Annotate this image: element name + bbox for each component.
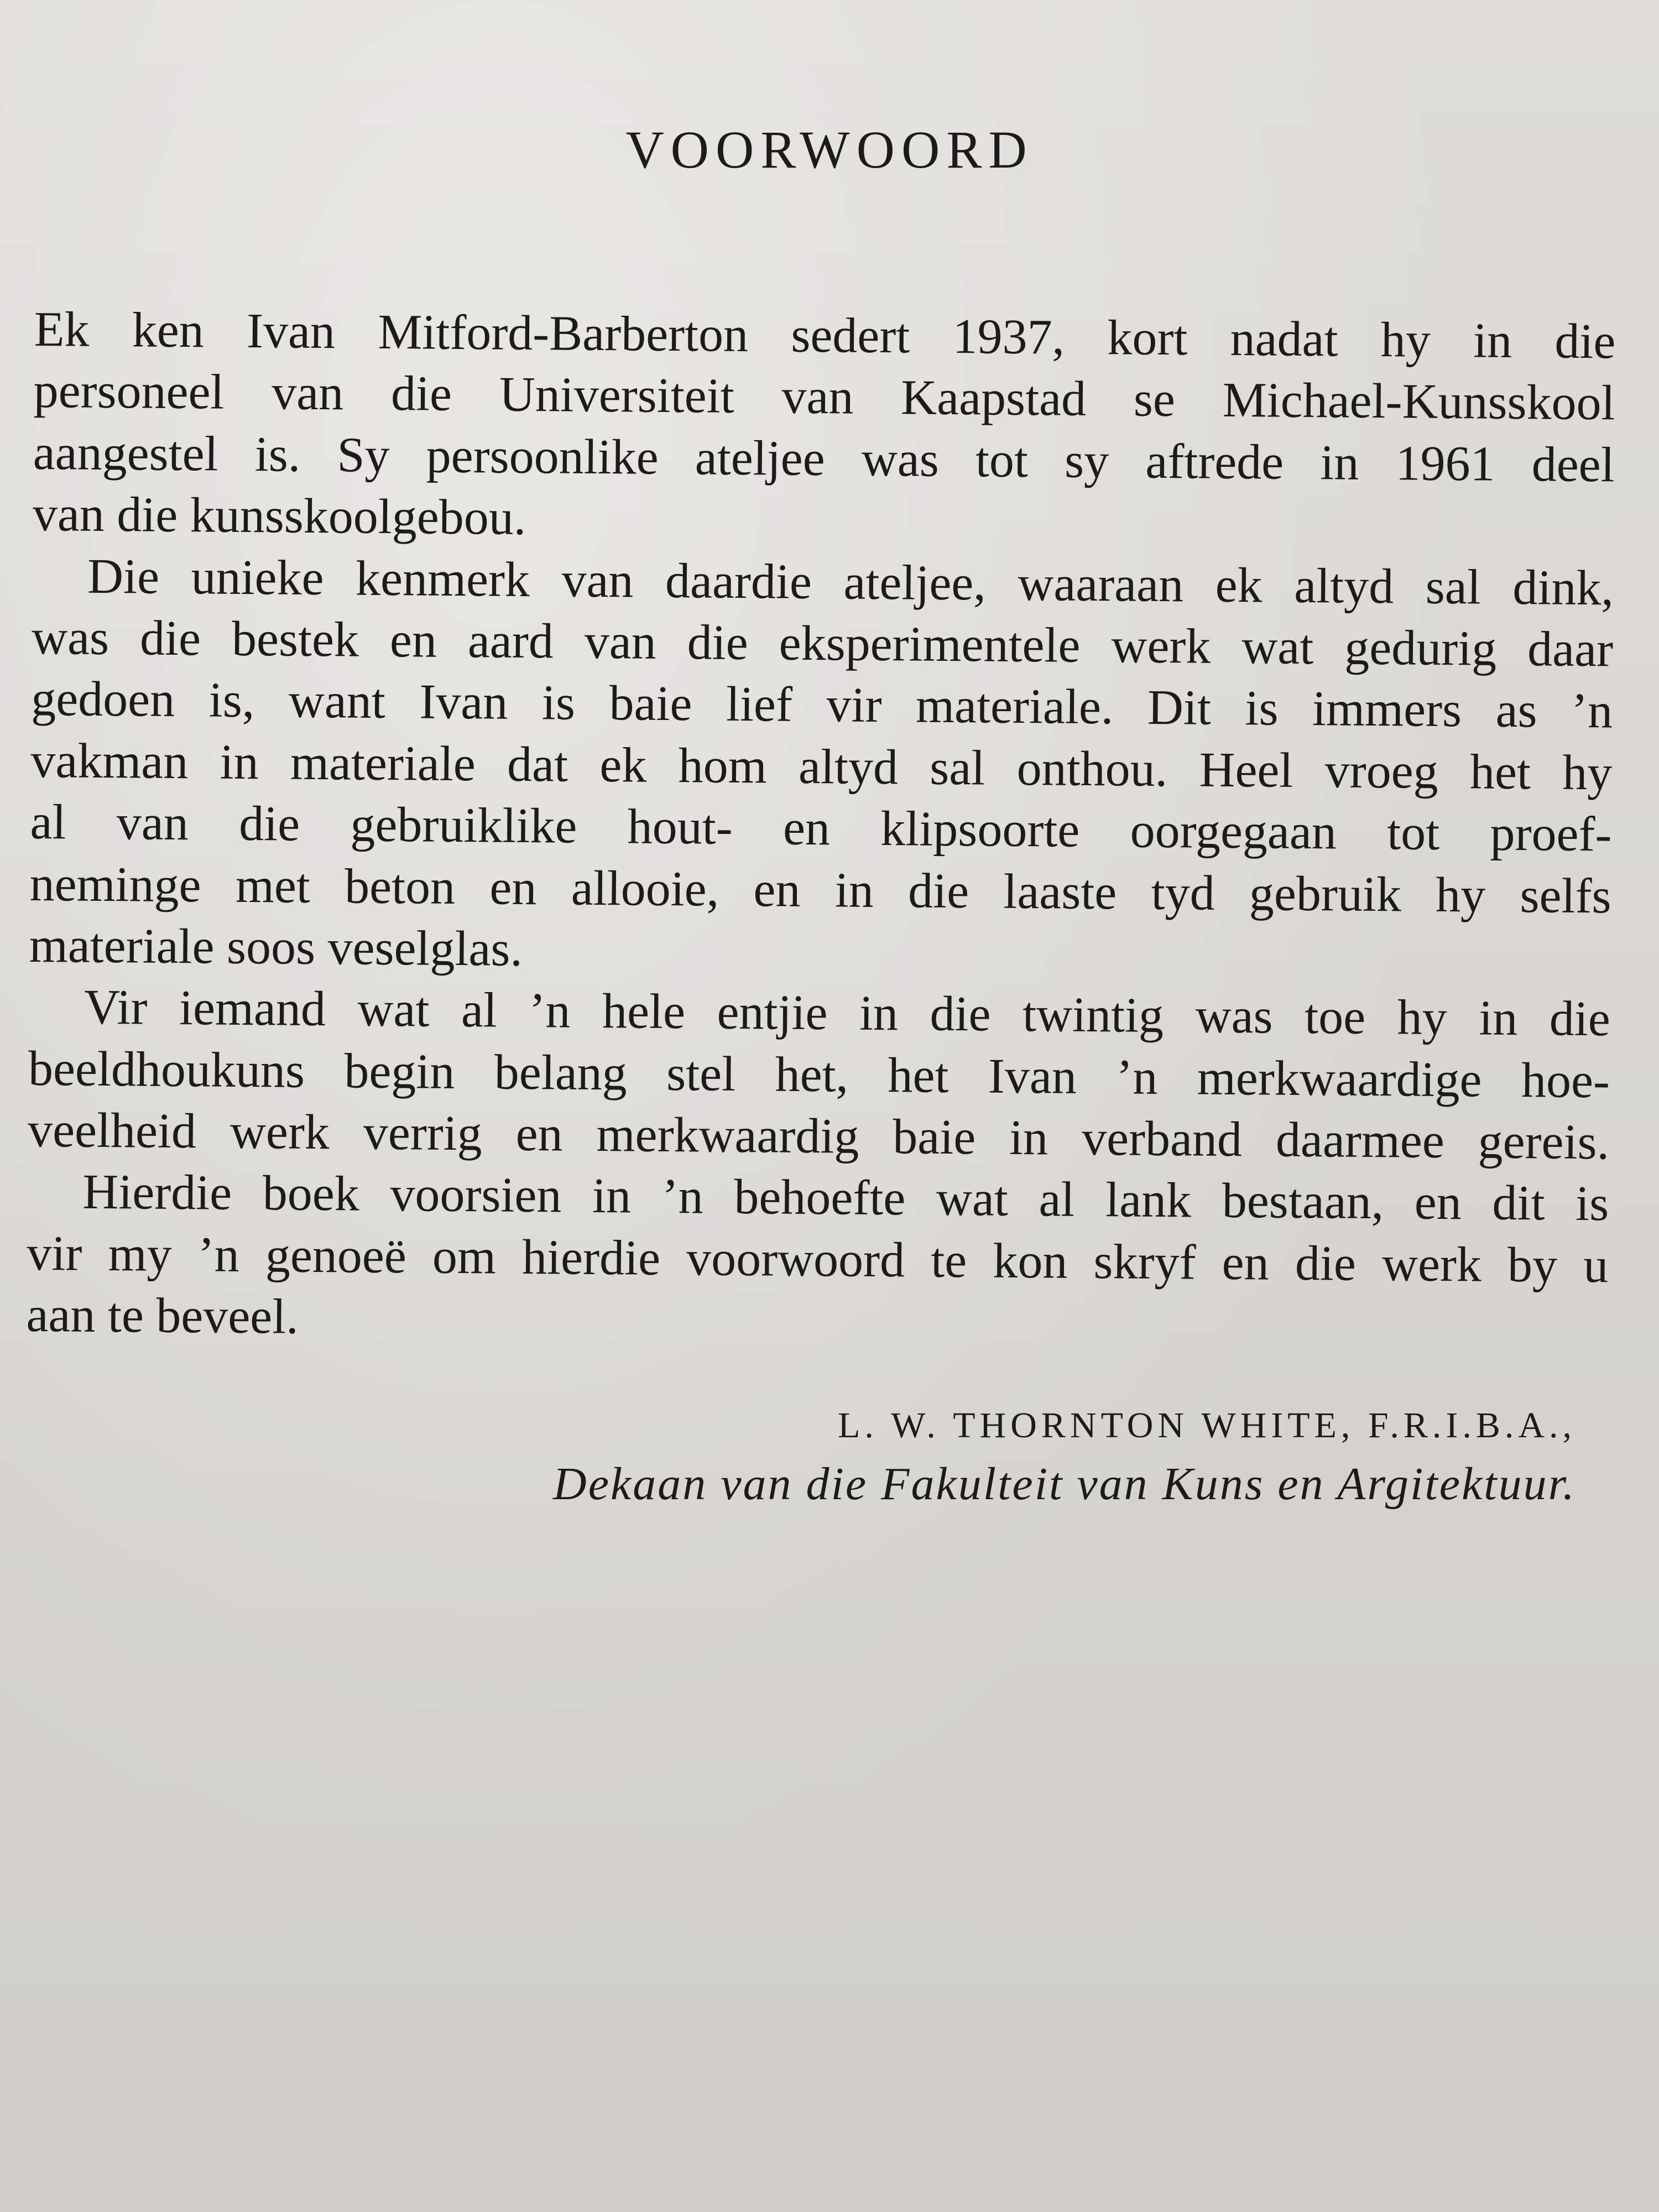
text-line: personeel van die Universiteit van Kaapstad se Michael-Kunsskool <box>33 363 1615 431</box>
text-line: al van die gebruiklike hout- en klipsoorte oorgegaan tot proef- <box>30 795 1612 862</box>
text-line: Hierdie boek voorsien in ’n behoefte wat al lank bestaan, en dit is <box>82 1165 1609 1232</box>
text-line: aangestel is. Sy persoonlike ateljee was tot sy aftrede in 1961 deel <box>33 425 1615 493</box>
text-line: neminge met beton en allooie, en in die laaste tyd gebruik hy selfs <box>29 856 1611 924</box>
signature-name: L. W. THORNTON WHITE, F.R.I.B.A., <box>838 1405 1576 1446</box>
text-line: Vir iemand wat al ’n hele entjie in die twintig was toe hy in die <box>84 980 1611 1047</box>
text-line: aan te beveel. <box>26 1287 299 1345</box>
text-line: was die bestek en aard van die eksperimentele werk wat gedurig daar <box>31 609 1614 677</box>
text-line: beeldhoukuns begin belang stel het, het Ivan ’n merkwaardige hoe- <box>28 1041 1610 1109</box>
text-line: veelheid werk verrig en merkwaardig baie in verband daarmee gereis. <box>27 1103 1610 1170</box>
text-line: gedoen is, want Ivan is baie lief vir materiale. Dit is immers as ’n <box>30 671 1613 739</box>
text-line: Ek ken Ivan Mitford-Barberton sedert 1937, kort nadat hy in die <box>34 301 1616 369</box>
signature-role: Dekaan van die Fakulteit van Kuns en Argitektuur. <box>553 1458 1576 1510</box>
page-title: VOORWOORD <box>625 120 1034 179</box>
text-line: materiale soos veselglas. <box>29 917 523 977</box>
paragraph-3 <box>28 976 1611 1173</box>
text-line: vir my ’n genoeë om hierdie voorwoord te kon skryf en die werk by u <box>27 1225 1609 1293</box>
text-line: vakman in materiale dat ek hom altyd sal onthou. Heel vroeg het hy <box>30 733 1613 801</box>
text-line: van die kunsskoolgebou. <box>32 487 526 546</box>
foreword-body <box>26 299 1616 1358</box>
text-line: Die unieke kenmerk van daardie ateljee, waaraan ek altyd sal dink, <box>87 549 1614 616</box>
paragraph-2 <box>29 545 1614 989</box>
paragraph-4 <box>26 1161 1609 1358</box>
paragraph-1 <box>33 299 1616 557</box>
